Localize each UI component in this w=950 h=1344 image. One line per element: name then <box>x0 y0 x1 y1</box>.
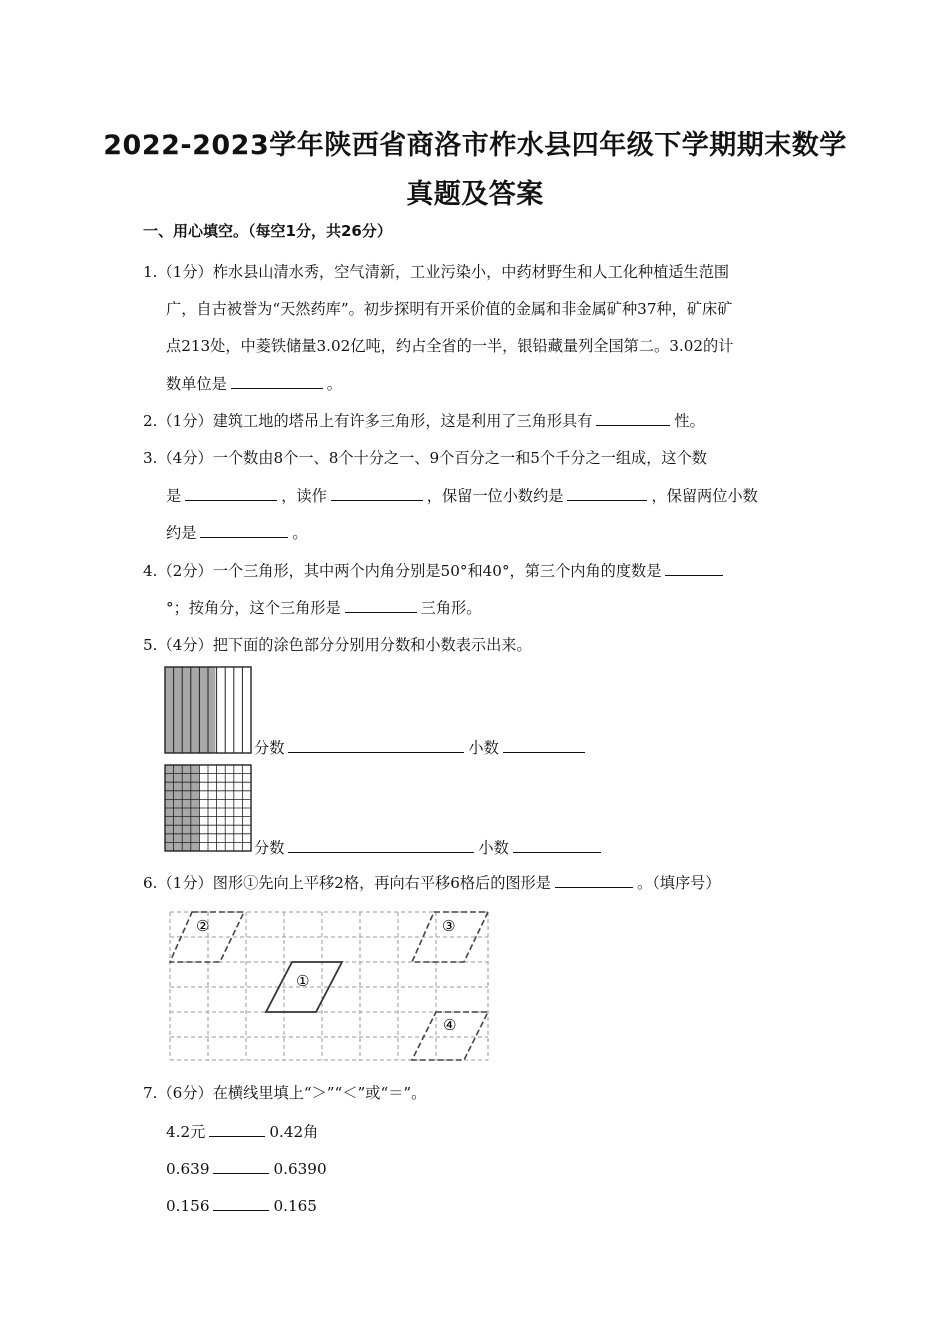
q4-end: 三角形。 <box>420 599 482 617</box>
q5-row1-caption <box>254 737 589 758</box>
q3-line3 <box>166 522 308 543</box>
q7-row1 <box>166 1121 318 1142</box>
q4-blank-angle[interactable] <box>665 560 723 576</box>
q1-line1: 1.（1分）柞水县山清水秀，空气清新，工业污染小，中药材野生和人工化种植适生范围 <box>143 263 730 281</box>
q7-row1-right: 0.42角 <box>269 1123 319 1141</box>
q6-answer-blank[interactable] <box>555 872 633 888</box>
q5-row1-fraction-label: 分数 <box>254 739 285 757</box>
q3-text-d: ，保留两位小数 <box>651 487 758 505</box>
q7-row2 <box>166 1158 327 1179</box>
q5-row1-decimal-blank[interactable] <box>503 737 585 753</box>
q3-line2 <box>166 485 758 506</box>
shape-label-3: ③ <box>442 917 456 935</box>
page-title-line1: 2022-2023学年陕西省商洛市柞水县四年级下学期期末数学 <box>103 130 847 161</box>
q3-end: 。 <box>292 524 308 542</box>
q1-line4 <box>166 373 342 394</box>
q3-text-e: 约是 <box>166 524 197 542</box>
q5-text: 5.（4分）把下面的涂色部分分别用分数和小数表示出来。 <box>143 636 532 654</box>
q3-line1: 3.（4分）一个数由8个一、8个十分之一、9个百分之一和5个千分之一组成，这个数 <box>143 449 707 467</box>
q7-row3-left: 0.156 <box>166 1197 210 1215</box>
q7-row3 <box>166 1195 317 1216</box>
q1-text: 数单位是 <box>166 375 227 393</box>
q3-blank-reading[interactable] <box>331 485 423 501</box>
section-heading: 一、用心填空。（每空1分，共26分） <box>143 222 392 240</box>
q2-answer-blank[interactable] <box>596 410 670 426</box>
q7-row1-blank[interactable] <box>209 1121 265 1137</box>
q4-text: 4.（2分）一个三角形，其中两个内角分别是50°和40°，第三个内角的度数是 <box>143 562 662 580</box>
q3-blank-one-decimal[interactable] <box>567 485 647 501</box>
q7-row2-blank[interactable] <box>213 1158 269 1174</box>
q5-row1-fraction-blank[interactable] <box>288 737 464 753</box>
q7-row1-left: 4.2元 <box>166 1123 206 1141</box>
hundredths-grid-figure <box>164 764 256 856</box>
q7-row2-left: 0.639 <box>166 1160 210 1178</box>
q7-row3-blank[interactable] <box>213 1195 269 1211</box>
q3-blank-number[interactable] <box>185 485 277 501</box>
q5-row2-fraction-blank[interactable] <box>288 837 474 853</box>
q1-line2: 广，自古被誉为“天然药库”。初步探明有开采价值的金属和非金属矿种37种，矿床矿 <box>166 300 733 318</box>
q7-row2-right: 0.6390 <box>273 1160 327 1178</box>
q3-text-b: ，读作 <box>281 487 327 505</box>
shape-label-1: ① <box>296 972 310 990</box>
q4-blank-type[interactable] <box>345 597 417 613</box>
translation-grid-figure <box>164 906 494 1066</box>
q1-line3: 点213处，中菱铁储量3.02亿吨，约占全省的一半，银铅藏量列全国第二。3.02的计 <box>166 337 734 355</box>
page-title-line2: 真题及答案 <box>406 179 544 210</box>
q4-line1 <box>143 560 727 581</box>
q4-text-b: °；按角分，这个三角形是 <box>166 599 341 617</box>
q7-row3-right: 0.165 <box>273 1197 317 1215</box>
q2-line <box>143 410 705 431</box>
q3-blank-two-decimal[interactable] <box>200 522 288 538</box>
q6-end: 。（填序号） <box>636 874 721 892</box>
q6-line <box>143 872 721 893</box>
shape-label-2: ② <box>196 917 210 935</box>
q5-row2-decimal-label: 小数 <box>478 839 509 857</box>
q1-end: 。 <box>326 375 342 393</box>
q5-row2-caption <box>254 837 605 858</box>
q5-row1-decimal-label: 小数 <box>468 739 499 757</box>
q2-text: 2.（1分）建筑工地的塔吊上有许多三角形，这是利用了三角形具有 <box>143 412 593 430</box>
q3-text-a: 是 <box>166 487 182 505</box>
tenths-strip-figure <box>164 666 256 758</box>
q3-text-c: ，保留一位小数约是 <box>426 487 564 505</box>
q7-text: 7.（6分）在横线里填上“＞”“＜”或“＝”。 <box>143 1084 427 1102</box>
q1-answer-blank[interactable] <box>231 373 323 389</box>
q4-line2 <box>166 597 481 618</box>
shape-label-4: ④ <box>443 1016 457 1034</box>
q2-end: 性。 <box>674 412 705 430</box>
q5-row2-fraction-label: 分数 <box>254 839 285 857</box>
q5-row2-decimal-blank[interactable] <box>513 837 601 853</box>
q6-text: 6.（1分）图形①先向上平移2格，再向右平移6格后的图形是 <box>143 874 551 892</box>
